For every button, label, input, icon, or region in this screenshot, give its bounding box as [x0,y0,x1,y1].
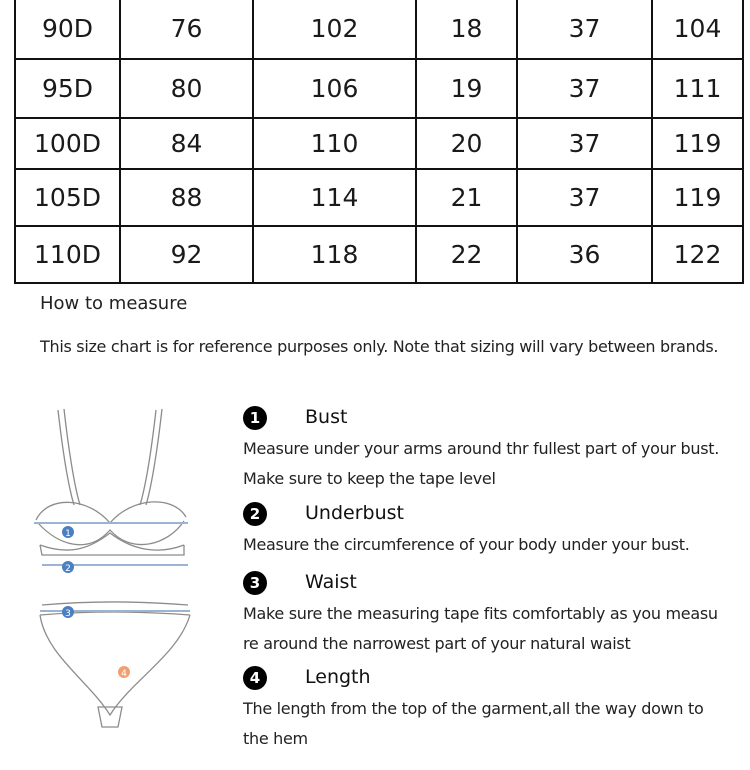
table-cell: 37 [517,0,652,59]
step-description-line: Make sure to keep the tape level [243,469,496,488]
step-length [243,666,703,754]
step-number-1-icon: 1 [243,406,267,430]
step-number-2-icon: 2 [243,502,267,526]
how-to-measure-heading: How to measure [40,293,188,314]
svg-text:1: 1 [65,529,71,539]
step-description [243,530,690,560]
table-cell: 76 [120,0,253,59]
marker-bust-icon [62,526,74,539]
marker-length-icon [118,666,130,679]
step-description-line: re around the narrowest part of your natural waist [243,634,631,653]
step-description-line: The length from the top of the garment,all the way down to [243,699,704,718]
step-underbust [243,502,690,560]
table-cell: 21 [416,169,517,226]
table-cell: 119 [652,118,743,169]
step-number-3-icon: 3 [243,571,267,595]
table-cell: 84 [120,118,253,169]
size-chart-table [14,0,744,284]
step-description [243,694,703,754]
table-cell: 110D [15,226,120,283]
step-description [243,434,719,494]
step-waist [243,571,718,659]
table-cell: 88 [120,169,253,226]
table-cell: 105D [15,169,120,226]
step-bust [243,406,719,494]
table-cell: 22 [416,226,517,283]
table-row [15,226,743,283]
table-row [15,59,743,118]
size-disclaimer: This size chart is for reference purposes only. Note that sizing will vary between brands. [40,337,719,356]
table-cell: 18 [416,0,517,59]
table-cell: 100D [15,118,120,169]
table-cell: 80 [120,59,253,118]
svg-text:3: 3 [65,609,71,619]
step-title: Underbust [305,502,404,524]
step-number-4-icon: 4 [243,666,267,690]
table-cell: 119 [652,169,743,226]
table-cell: 95D [15,59,120,118]
marker-underbust-icon [62,561,74,574]
step-description-line: the hem [243,729,308,748]
table-cell: 92 [120,226,253,283]
svg-text:4: 4 [121,669,127,679]
table-cell: 106 [253,59,416,118]
table-cell: 36 [517,226,652,283]
svg-text:2: 2 [65,564,71,574]
table-cell: 118 [253,226,416,283]
table-cell: 90D [15,0,120,59]
table-cell: 122 [652,226,743,283]
table-cell: 110 [253,118,416,169]
table-cell: 19 [416,59,517,118]
table-cell: 102 [253,0,416,59]
step-description [243,599,718,659]
table-row [15,118,743,169]
table-row [15,169,743,226]
step-description-line: Measure under your arms around thr fullest part of your bust. [243,439,719,458]
step-title: Bust [305,406,348,428]
marker-waist-icon [62,606,74,619]
table-cell: 37 [517,118,652,169]
step-title: Length [305,666,371,688]
step-title: Waist [305,571,357,593]
table-cell: 111 [652,59,743,118]
table-cell: 114 [253,169,416,226]
table-row [15,0,743,59]
table-cell: 104 [652,0,743,59]
table-cell: 20 [416,118,517,169]
step-description-line: Make sure the measuring tape fits comfortably as you measu [243,604,718,623]
step-description-line: Measure the circumference of your body under your bust. [243,535,690,554]
table-cell: 37 [517,59,652,118]
garment-illustration [28,405,208,735]
table-cell: 37 [517,169,652,226]
